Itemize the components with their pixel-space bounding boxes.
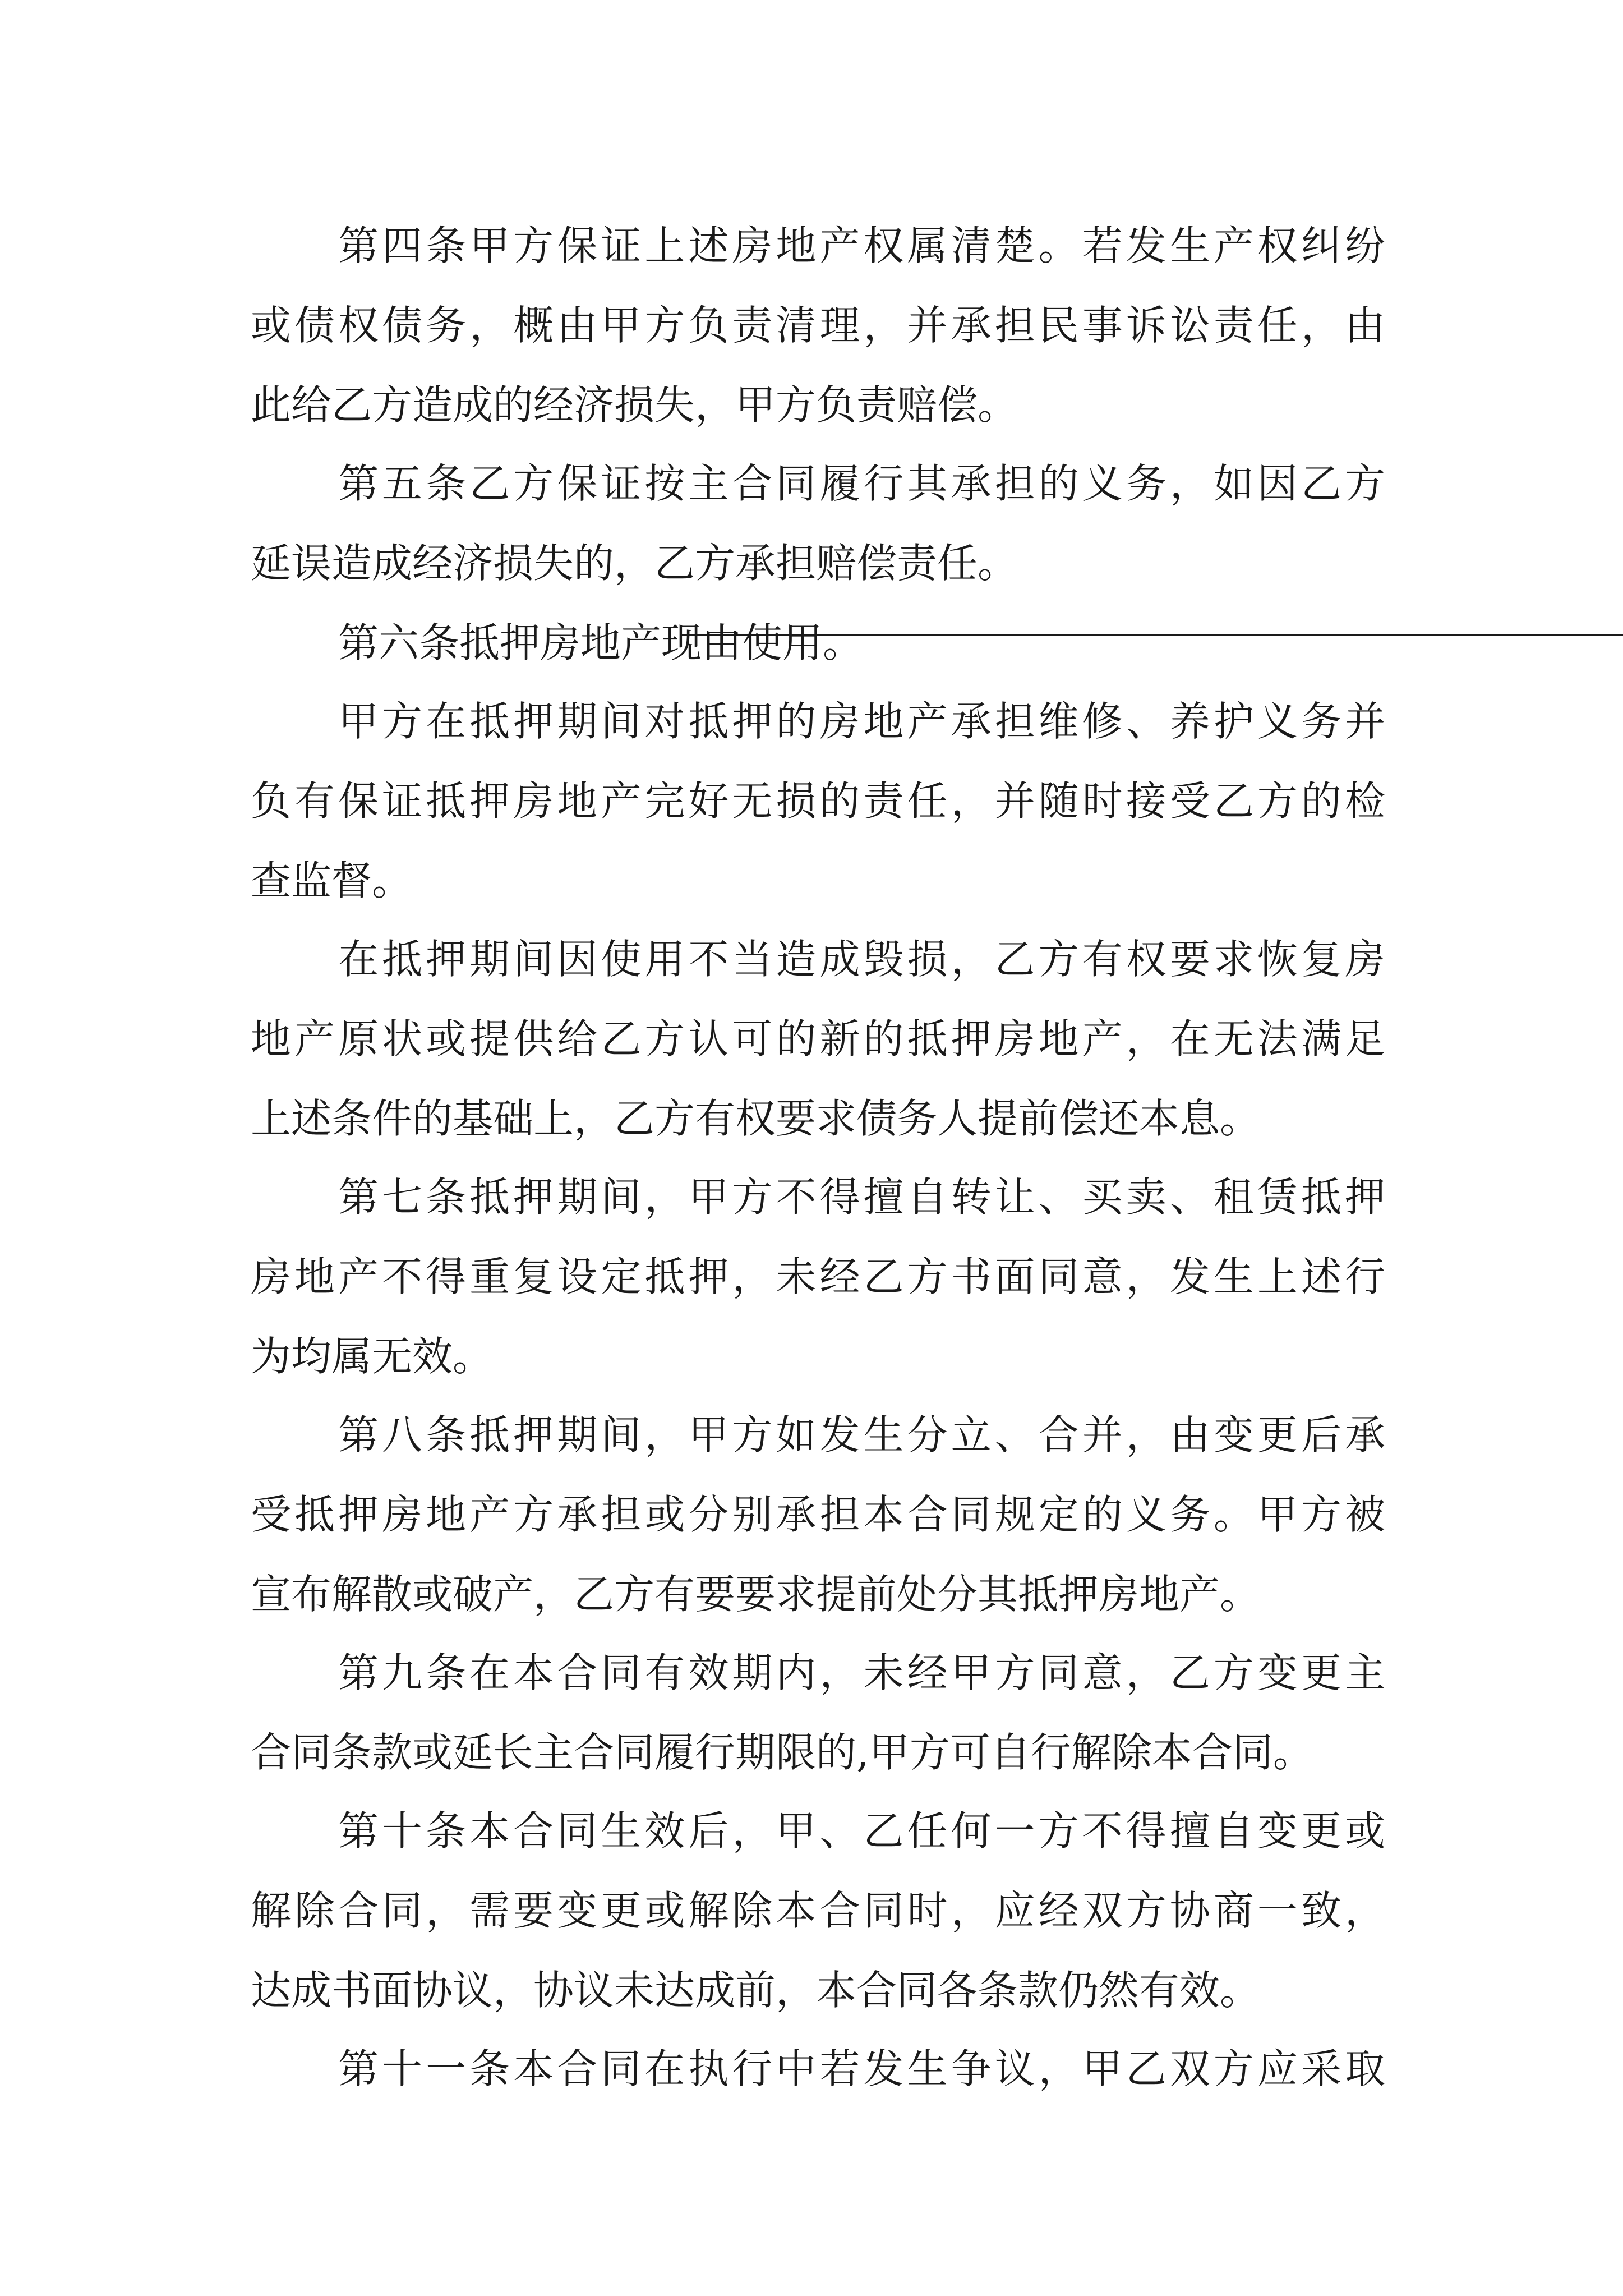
article-9-line-1: 第九条在本合同有效期内，未经甲方同意，乙方变更主 <box>338 1649 1385 1696</box>
article-6-text-before-blank: 第六条抵押房地产现由 <box>338 619 743 666</box>
article-7-line-2: 房地产不得重复设定抵押，未经乙方书面同意，发生上述行 <box>251 1253 1385 1300</box>
fill-in-blank-user[interactable] <box>680 601 1623 636</box>
maintenance-line-2: 负有保证抵押房地产完好无损的责任，并随时接受乙方的检 <box>251 777 1385 825</box>
article-7-line-1: 第七条抵押期间，甲方不得擅自转让、买卖、租赁抵押 <box>338 1174 1385 1221</box>
article-6-text-after-blank: 使用。 <box>742 619 864 666</box>
article-4-line-2: 或债权债务，概由甲方负责清理，并承担民事诉讼责任，由 <box>251 302 1385 349</box>
article-8-line-2: 受抵押房地产方承担或分别承担本合同规定的义务。甲方被 <box>251 1491 1385 1538</box>
article-10-line-2: 解除合同，需要变更或解除本合同时，应经双方协商一致， <box>251 1887 1385 1934</box>
damage-line-3: 上述条件的基础上，乙方有权要求债务人提前偿还本息。 <box>251 1095 1261 1142</box>
article-6-line-1 <box>0 601 1623 685</box>
article-10-line-3: 达成书面协议，协议未达成前，本合同各条款仍然有效。 <box>251 1967 1261 2014</box>
article-8-line-3: 宣布解散或破产，乙方有要要求提前处分其抵押房地产。 <box>251 1571 1261 1618</box>
maintenance-line-3: 查监督。 <box>251 857 413 904</box>
article-9-line-2: 合同条款或延长主合同履行期限的,甲方可自行解除本合同。 <box>251 1729 1313 1776</box>
article-4-line-1: 第四条甲方保证上述房地产权属清楚。若发生产权纠纷 <box>338 222 1385 269</box>
article-8-line-1: 第八条抵押期间，甲方如发生分立、合并，由变更后承 <box>338 1411 1385 1458</box>
article-11-line-1: 第十一条本合同在执行中若发生争议，甲乙双方应采取 <box>338 2045 1385 2092</box>
article-5-line-1: 第五条乙方保证按主合同履行其承担的义务，如因乙方 <box>338 460 1385 507</box>
damage-line-1: 在抵押期间因使用不当造成毁损，乙方有权要求恢复房 <box>338 936 1385 983</box>
maintenance-line-1: 甲方在抵押期间对抵押的房地产承担维修、养护义务并 <box>338 698 1385 745</box>
article-4-line-3: 此给乙方造成的经济损失，甲方负责赔偿。 <box>251 381 1018 429</box>
article-10-line-1: 第十条本合同生效后，甲、乙任何一方不得擅自变更或 <box>338 1807 1385 1855</box>
damage-line-2: 地产原状或提供给乙方认可的新的抵押房地产，在无法满足 <box>251 1015 1385 1062</box>
article-7-line-3: 为均属无效。 <box>251 1333 494 1380</box>
article-5-line-2: 延误造成经济损失的，乙方承担赔偿责任。 <box>251 540 1018 587</box>
